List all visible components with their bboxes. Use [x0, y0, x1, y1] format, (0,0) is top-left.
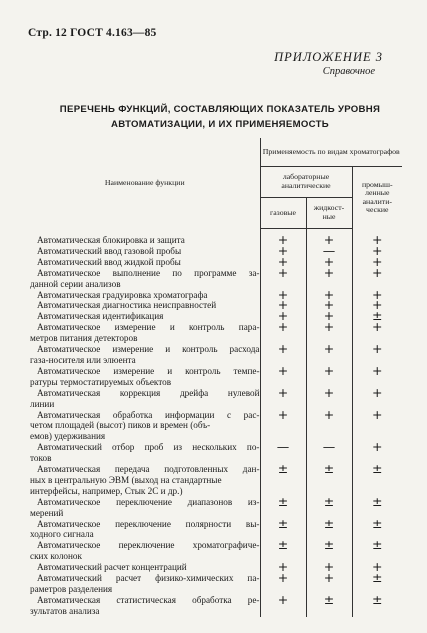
function-name-line: ных в центральную ЭВМ (выход на стандартные: [30, 474, 222, 485]
function-name-line: Автоматический ввод газовой пробы: [37, 245, 182, 256]
table-row: [30, 235, 402, 246]
applicability-mark: +: [277, 264, 289, 280]
applicability-mark: +: [277, 341, 289, 357]
applicability-mark: +: [323, 384, 335, 400]
applicability-liq-cell: [306, 591, 352, 617]
table-row: [30, 246, 402, 257]
applicability-mark: +: [323, 286, 335, 302]
applicability-mark: +: [277, 384, 289, 400]
applicability-mark: ±: [323, 515, 335, 531]
table-row: [30, 497, 402, 519]
function-name-cell: [30, 235, 260, 246]
function-name-cell: [30, 540, 260, 562]
applicability-liq-cell: [306, 461, 352, 497]
applicability-mark: +: [323, 253, 335, 269]
table-row: [30, 410, 402, 443]
applicability-mark: +: [372, 439, 383, 455]
function-name-cell: [30, 257, 260, 268]
function-name-line: Автоматическая статистическая обработка ре-: [37, 594, 260, 605]
applicability-mark: +: [323, 232, 335, 247]
function-name-line: зультатов анализа: [30, 605, 100, 616]
function-name-line: четом площадей (высот) пиков и времен (объ-: [30, 420, 211, 431]
function-name-line: емов) удерживания: [30, 431, 106, 442]
applicability-mark: +: [277, 559, 289, 575]
function-name-cell: [30, 322, 260, 344]
applicability-mark: —: [322, 439, 336, 455]
function-name-line: Автоматический расчет физико-химических па-: [37, 573, 260, 584]
table-row: [30, 300, 402, 311]
applicability-mark: ±: [372, 570, 383, 586]
function-name-line: ских колонок: [30, 551, 82, 562]
function-name-line: Автоматическое переключение полярности вы-: [37, 518, 260, 529]
applicability-mark: +: [372, 297, 383, 313]
table-row: [30, 268, 402, 290]
function-name-line: Автоматическая передача подготовленных дан-: [37, 464, 260, 475]
applicability-mark: ±: [372, 493, 383, 509]
applicability-mark: ±: [277, 461, 289, 477]
applicability-mark: +: [323, 362, 335, 378]
function-name-cell: [30, 573, 260, 595]
applicability-gas-cell: [260, 406, 306, 443]
applicability-liq-cell: [306, 406, 352, 443]
function-name-cell: [30, 464, 260, 497]
function-name-cell: [30, 246, 260, 257]
function-name-line: Автоматический ввод жидкой пробы: [37, 256, 181, 267]
function-name-line: раметров разделения: [30, 584, 113, 594]
table-row: [30, 573, 402, 595]
applicability-mark: +: [323, 297, 335, 313]
function-name-line: мерений: [30, 507, 64, 518]
table-row: [30, 464, 402, 497]
appendix-label: ПРИЛОЖЕНИЕ 3: [274, 50, 383, 64]
table-row: [30, 311, 402, 322]
applicability-mark: ±: [323, 493, 335, 509]
applicability-mark: +: [323, 559, 335, 575]
applicability-mark: +: [372, 341, 383, 357]
column-header-function-name: Наименование функции: [30, 138, 260, 229]
applicability-ind-cell: [352, 591, 402, 617]
table-row: [30, 519, 402, 541]
document-title-line-2: АВТОМАТИЗАЦИИ, И ИХ ПРИМЕНЯЕМОСТЬ: [111, 119, 329, 130]
applicability-mark: +: [277, 570, 289, 586]
function-name-line: Автоматический расчет концентраций: [37, 562, 187, 573]
applicability-mark: +: [372, 559, 383, 575]
table-row: [30, 322, 402, 344]
function-name-line: Автоматическое переключение диапазонов из-: [37, 496, 260, 507]
function-name-cell: [30, 311, 260, 322]
document-title-line-1: ПЕРЕЧЕНЬ ФУНКЦИЙ, СОСТАВЛЯЮЩИХ ПОКАЗАТЕЛЬ УРОВНЯ: [59, 104, 381, 115]
function-name-cell: [30, 344, 260, 366]
table-row: [30, 290, 402, 301]
function-name-cell: [30, 290, 260, 301]
function-name-line: Автоматическая обработка информации с рас-: [37, 409, 260, 420]
function-name-cell: [30, 562, 260, 573]
column-header-industrial: промыш-ленные аналити-ческие: [361, 179, 393, 215]
function-name-line: токов: [30, 453, 52, 464]
applicability-mark: +: [277, 242, 289, 258]
applicability-mark: +: [372, 242, 383, 258]
function-name-line: Автоматическое выполнение по программе за-: [37, 267, 260, 278]
applicability-mark: +: [372, 406, 383, 422]
applicability-mark: +: [323, 341, 335, 357]
table-row: [30, 344, 402, 366]
page-header: Стр. 12 ГОСТ 4.163—85: [28, 27, 157, 39]
applicability-mark: +: [323, 570, 335, 586]
applicability-mark: +: [277, 286, 289, 302]
applicability-mark: +: [277, 362, 289, 378]
applicability-mark: ±: [323, 537, 335, 553]
function-name-cell: [30, 366, 260, 388]
function-name-cell: [30, 442, 260, 464]
function-name-cell: [30, 300, 260, 311]
applicability-mark: ±: [372, 461, 383, 477]
applicability-mark: ±: [372, 515, 383, 531]
applicability-mark: +: [277, 406, 289, 422]
applicability-mark: +: [372, 264, 383, 280]
function-name-line: газа-носителя или элюента: [30, 354, 136, 365]
table-row: [30, 442, 402, 464]
function-name-line: ратуры термостатируемых объектов: [30, 376, 172, 387]
applicability-mark: +: [372, 286, 383, 302]
table-row: [30, 388, 402, 410]
applicability-mark: +: [372, 384, 383, 400]
applicability-ind-cell: [352, 461, 402, 497]
column-header-laboratory: лабораторные аналитические: [260, 167, 352, 198]
function-name-cell: [30, 388, 260, 410]
applicability-mark: —: [322, 242, 336, 258]
applicability-mark: +: [277, 232, 289, 247]
function-name-line: Автоматическая градуировка хроматографа: [37, 289, 208, 300]
applicability-mark: +: [277, 297, 289, 313]
table-row: [30, 595, 402, 617]
applicability-table: [30, 138, 402, 617]
applicability-mark: ±: [323, 591, 335, 607]
applicability-mark: ±: [372, 537, 383, 553]
applicability-mark: ±: [277, 537, 289, 553]
function-name-line: ходного сигнала: [30, 529, 94, 540]
applicability-gas-cell: [260, 461, 306, 497]
applicability-mark: +: [323, 319, 335, 335]
function-name-cell: [30, 268, 260, 290]
applicability-mark: +: [323, 406, 335, 422]
applicability-mark: ±: [372, 308, 383, 324]
table-row: [30, 540, 402, 562]
applicability-mark: ±: [372, 591, 383, 607]
function-name-line: линии: [30, 398, 55, 409]
table-body: [30, 232, 402, 617]
applicability-mark: ±: [277, 493, 289, 509]
function-name-line: Автоматическое измерение и контроль пара-: [37, 322, 260, 333]
function-name-line: Автоматическое измерение и контроль расхода: [37, 344, 260, 355]
applicability-ind-cell: [352, 406, 402, 443]
applicability-mark: ±: [323, 461, 335, 477]
function-name-line: Автоматическая идентификация: [37, 311, 164, 322]
applicability-mark: +: [277, 591, 289, 607]
column-header-applicability: Применяемость по видам хроматографов: [260, 138, 402, 167]
applicability-mark: +: [323, 264, 335, 280]
applicability-mark: +: [372, 362, 383, 378]
column-header-gas: газовые: [260, 198, 306, 229]
applicability-mark: ±: [277, 515, 289, 531]
function-name-line: Автоматическое переключение хроматографиче-: [37, 540, 260, 551]
function-name-cell: [30, 595, 260, 617]
table-row: [30, 257, 402, 268]
table-row: [30, 366, 402, 388]
applicability-mark: +: [277, 308, 289, 324]
applicability-mark: +: [277, 319, 289, 335]
function-name-line: Автоматическая блокировка и защита: [37, 235, 185, 245]
function-name-line: метров питания детекторов: [30, 333, 138, 344]
function-name-line: Автоматическое измерение и контроль темпе-: [37, 365, 260, 376]
applicability-gas-cell: [260, 591, 306, 617]
function-name-cell: [30, 410, 260, 443]
function-name-line: интерфейсы, например, Стык 2С и др.): [30, 485, 183, 496]
function-name-cell: [30, 497, 260, 519]
function-name-line: Автоматическая диагностика неисправностей: [37, 300, 217, 311]
applicability-mark: +: [323, 308, 335, 324]
applicability-mark: +: [277, 253, 289, 269]
applicability-mark: +: [372, 319, 383, 335]
function-name-line: Автоматический отбор проб из нескольких по-: [37, 442, 260, 453]
function-name-cell: [30, 519, 260, 541]
applicability-mark: +: [372, 253, 383, 269]
column-header-liquid: жидкост-ные: [306, 198, 352, 229]
function-name-line: данной серии анализов: [30, 278, 121, 289]
applicability-mark: +: [372, 232, 383, 247]
applicability-mark: —: [276, 439, 290, 455]
appendix-subtitle: Справочное: [322, 66, 375, 77]
table-row: [30, 562, 402, 573]
function-name-line: Автоматическая коррекция дрейфа нулевой: [37, 387, 260, 398]
